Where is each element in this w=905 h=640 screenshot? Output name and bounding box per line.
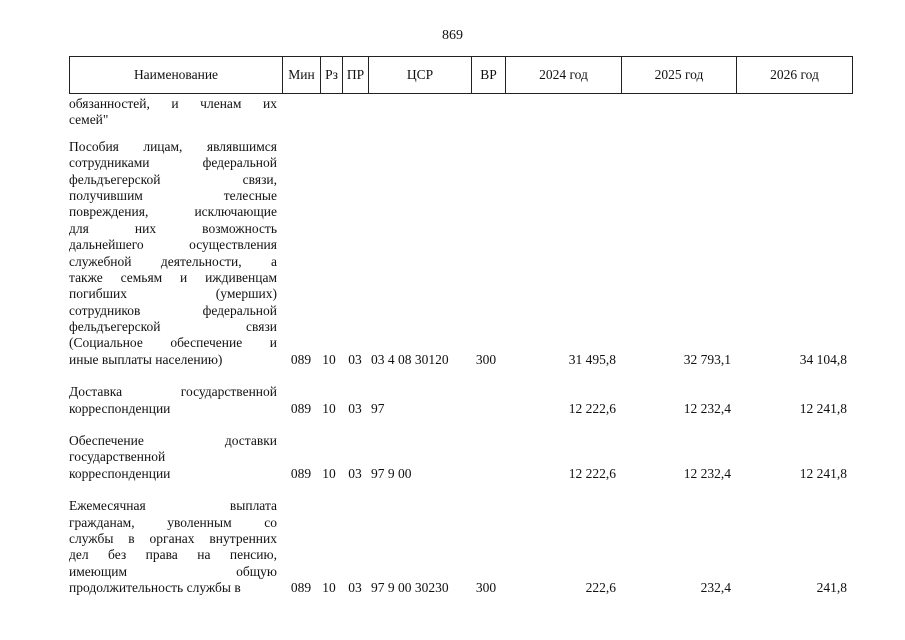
table-row: [69, 139, 851, 368]
cell-y2026: 12 241,8: [799, 400, 847, 416]
row-name-line: (Социальное обеспечение и: [69, 335, 277, 351]
cell-min: 089: [290, 400, 312, 416]
row-name-line: Ежемесячная выплата: [69, 498, 277, 514]
cell-y2025: 32 793,1: [683, 351, 731, 367]
cell-vr: 300: [475, 580, 497, 596]
row-name-line: имеющим общую: [69, 563, 277, 579]
row-name-line: повреждения, исключающие: [69, 204, 277, 220]
cell-vr: 300: [475, 351, 497, 367]
row-name-line: получившим телесные: [69, 187, 277, 203]
page-number: 869: [442, 28, 463, 43]
cell-y2026: 34 104,8: [799, 351, 847, 367]
row-name-line: служебной деятельности, а: [69, 253, 277, 269]
row-name: [69, 96, 277, 129]
row-name-line: продолжительность службы в: [69, 580, 241, 596]
row-name-line: Обеспечение доставки: [69, 433, 277, 449]
row-name: [69, 384, 277, 417]
cell-y2026: 241,8: [816, 580, 847, 596]
row-name-line: дальнейшего осуществления: [69, 237, 277, 253]
row-name-line: Доставка государственной: [69, 384, 277, 400]
header-2024: 2024 год: [506, 57, 622, 94]
row-name-line: гражданам, уволенным со: [69, 514, 277, 530]
table-row: [69, 96, 851, 129]
cell-csr: 03 4 08 30120: [371, 351, 449, 367]
cell-pr: 03: [348, 465, 362, 481]
row-name-line: сотрудников федеральной: [69, 302, 277, 318]
cell-y2026: 12 241,8: [799, 465, 847, 481]
row-name-line: также семьям и иждивенцам: [69, 269, 277, 285]
table-row: [69, 384, 851, 417]
cell-y2025: 232,4: [700, 580, 731, 596]
row-name-line: фельдъегерской связи,: [69, 171, 277, 187]
cell-y2024: 222,6: [585, 580, 616, 596]
header-min: Мин: [283, 57, 321, 94]
row-name: [69, 139, 277, 368]
cell-y2024: 12 222,6: [568, 400, 616, 416]
row-name-line: корреспонденции: [69, 465, 171, 481]
cell-min: 089: [290, 465, 312, 481]
header-rz: Рз: [321, 57, 343, 94]
header-pr: ПР: [343, 57, 369, 94]
row-name-line: дел без права на пенсию,: [69, 547, 277, 563]
cell-pr: 03: [348, 400, 362, 416]
row-name: [69, 433, 277, 482]
row-name-line: фельдъегерской связи: [69, 319, 277, 335]
row-name-line: Пособия лицам, являвшимся: [69, 138, 277, 154]
cell-y2025: 12 232,4: [683, 400, 731, 416]
cell-rz: 10: [322, 465, 336, 481]
table-row: [69, 433, 851, 482]
row-name-line: для них возможность: [69, 220, 277, 236]
table-header: [69, 56, 853, 94]
row-name-line: корреспонденции: [69, 400, 171, 416]
cell-rz: 10: [322, 400, 336, 416]
cell-pr: 03: [348, 351, 362, 367]
cell-csr: 97 9 00 30230: [371, 580, 449, 596]
table-row: [69, 498, 851, 596]
header-vr: ВР: [472, 57, 506, 94]
row-name-line: семей": [69, 112, 109, 128]
row-name-line: погибших (умерших): [69, 286, 277, 302]
cell-y2024: 12 222,6: [568, 465, 616, 481]
cell-csr: 97 9 00: [371, 465, 412, 481]
cell-csr: 97: [371, 400, 385, 416]
row-name: [69, 498, 277, 596]
row-name-line: обязанностей, и членам их: [69, 96, 277, 111]
cell-y2024: 31 495,8: [568, 351, 616, 367]
cell-min: 089: [290, 351, 312, 367]
cell-pr: 03: [348, 580, 362, 596]
cell-rz: 10: [322, 580, 336, 596]
cell-y2025: 12 232,4: [683, 465, 731, 481]
cell-rz: 10: [322, 351, 336, 367]
row-name-line: службы в органах внутренних: [69, 530, 277, 546]
header-name: Наименование: [70, 57, 283, 94]
cell-min: 089: [290, 580, 312, 596]
header-2026: 2026 год: [737, 57, 853, 94]
row-name-line: иные выплаты населению): [69, 351, 223, 367]
row-name-line: государственной: [69, 449, 166, 465]
header-2025: 2025 год: [622, 57, 737, 94]
header-csr: ЦСР: [369, 57, 472, 94]
row-name-line: сотрудниками федеральной: [69, 155, 277, 171]
table-body: [69, 96, 851, 613]
